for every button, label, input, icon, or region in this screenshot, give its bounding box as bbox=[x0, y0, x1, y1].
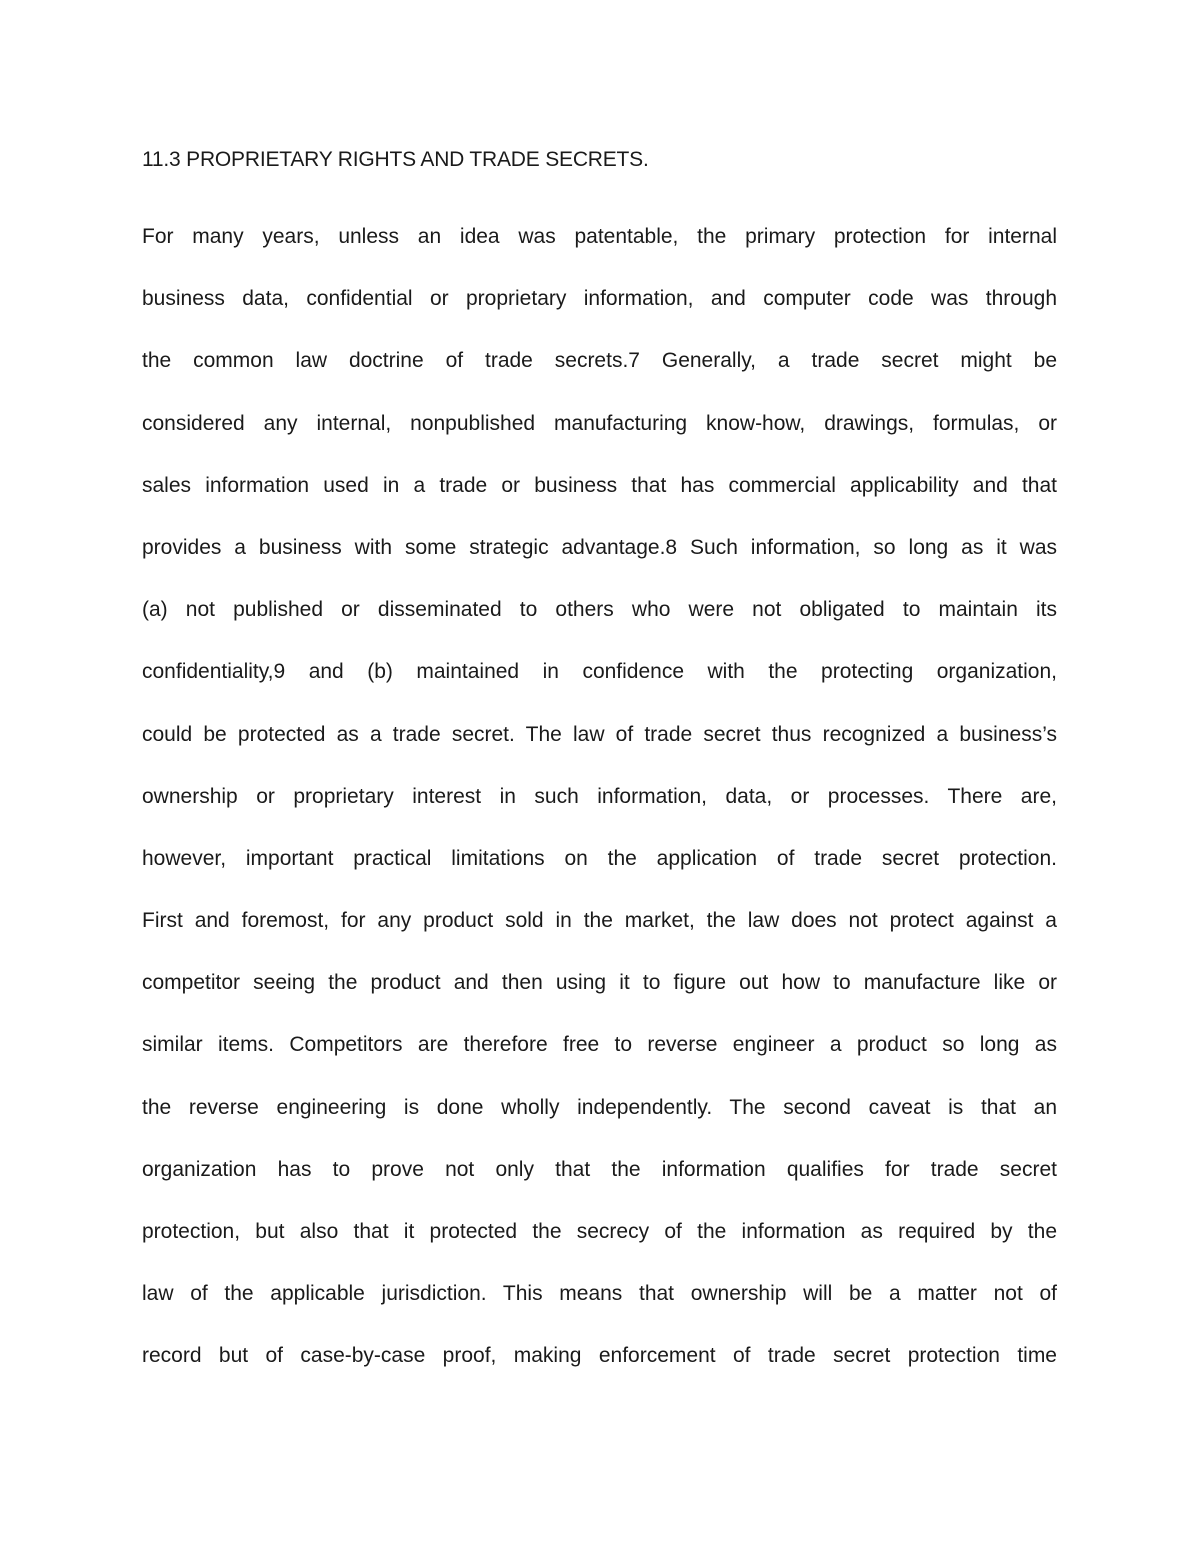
paragraph-line: For many years, unless an idea was patentable, the primary protection for internal bbox=[142, 225, 1057, 248]
paragraph-line: considered any internal, nonpublished manufacturing know-how, drawings, formulas, or bbox=[142, 411, 1057, 435]
paragraph-line: ownership or proprietary interest in such information, data, or processes. There are, bbox=[142, 784, 1057, 808]
paragraph-line: protection, but also that it protected the secrecy of the information as required by the bbox=[142, 1220, 1057, 1243]
paragraph-line: confidentiality,9 and (b) maintained in confidence with the protecting organization, bbox=[142, 660, 1057, 684]
body-paragraph bbox=[142, 222, 1057, 1404]
paragraph-line: sales information used in a trade or business that has commercial applicability and that bbox=[142, 473, 1057, 497]
paragraph-line: the reverse engineering is done wholly independently. The second caveat is that an bbox=[142, 1095, 1057, 1119]
section-heading: 11.3 PROPRIETARY RIGHTS AND TRADE SECRETS. bbox=[142, 148, 649, 171]
paragraph-line: competitor seeing the product and then using it to figure out how to manufacture like or bbox=[142, 971, 1057, 995]
paragraph-line: (a) not published or disseminated to others who were not obligated to maintain its bbox=[142, 598, 1057, 622]
paragraph-line: provides a business with some strategic advantage.8 Such information, so long as it was bbox=[142, 535, 1057, 559]
paragraph-line: organization has to prove not only that the information qualifies for trade secret bbox=[142, 1157, 1057, 1181]
paragraph-line: the common law doctrine of trade secrets.7 Generally, a trade secret might be bbox=[142, 349, 1057, 373]
paragraph-line: law of the applicable jurisdiction. This means that ownership will be a matter not of bbox=[142, 1282, 1057, 1306]
paragraph-line: First and foremost, for any product sold in the market, the law does not protect against a bbox=[142, 909, 1057, 933]
paragraph-line: however, important practical limitations on the application of trade secret protection. bbox=[142, 846, 1057, 870]
paragraph-line: similar items. Competitors are therefore free to reverse engineer a product so long as bbox=[142, 1033, 1057, 1057]
paragraph-line: business data, confidential or proprietary information, and computer code was through bbox=[142, 287, 1057, 311]
paragraph-line: could be protected as a trade secret. The law of trade secret thus recognized a business’s bbox=[142, 722, 1057, 746]
paragraph-line: record but of case-by-case proof, making enforcement of trade secret protection time bbox=[142, 1344, 1057, 1368]
